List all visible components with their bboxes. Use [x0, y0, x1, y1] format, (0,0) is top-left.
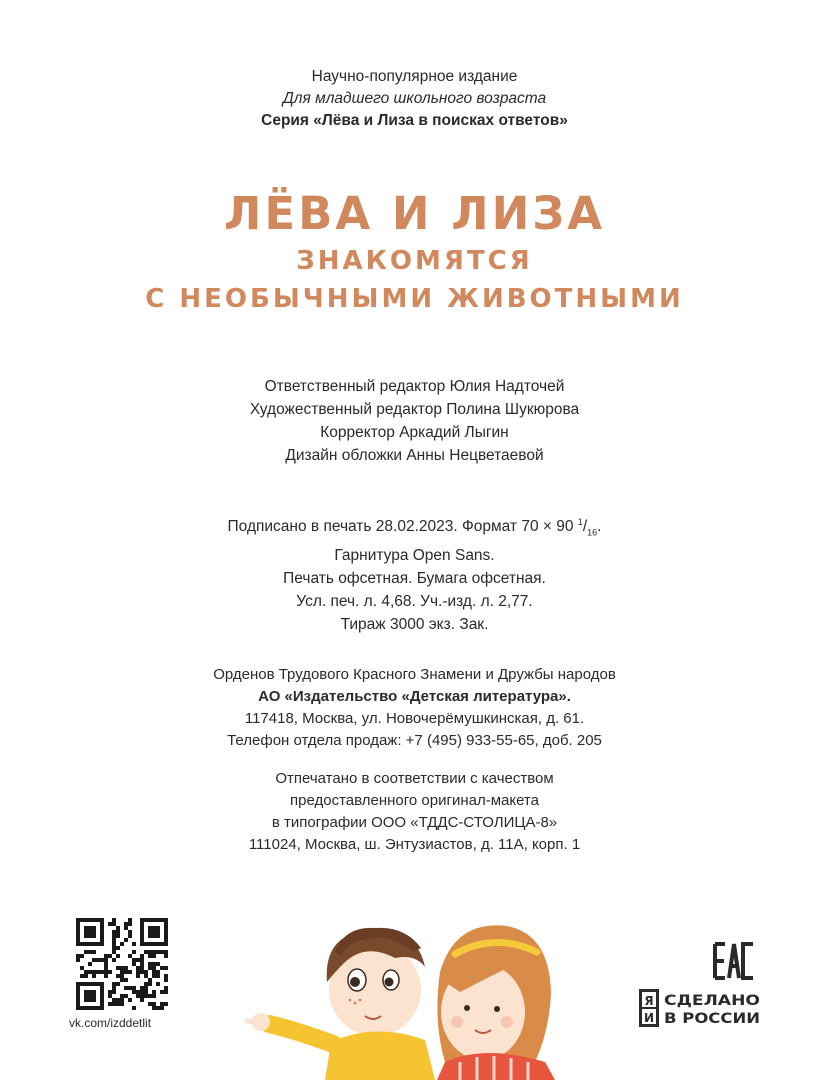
print-format-text: Подписано в печать 28.02.2023. Формат 70 × 90 — [227, 518, 578, 536]
publisher-address: 117418, Москва, ул. Новочерёмушкинская, д. 61. — [244, 710, 585, 727]
made-in-russia-icon — [638, 988, 764, 1028]
publisher-info — [0, 664, 829, 752]
print-info — [0, 511, 829, 636]
credit-line: Художественный редактор Полина Шукюрова — [249, 401, 580, 418]
title-main: ЛЁВА И ЛИЗА — [223, 187, 606, 240]
series-name: Серия «Лёва и Лиза в поисках ответов» — [261, 112, 568, 129]
qr-code-icon[interactable] — [76, 918, 168, 1010]
title-sub-1: ЗНАКОМЯТСЯ — [296, 246, 533, 276]
printer-address: 111024, Москва, ш. Энтузиастов, д. 11А, корп. 1 — [248, 836, 581, 853]
printer-info — [0, 768, 829, 856]
kids-illustration — [245, 912, 605, 1080]
age-group: Для младшего школьного возраста — [282, 90, 547, 107]
paper-line: Печать офсетная. Бумага офсетная. — [283, 570, 546, 588]
sheets-line: Усл. печ. л. 4,68. Уч.-изд. л. 2,77. — [296, 593, 533, 611]
made-in-line2: В РОССИИ — [664, 1011, 760, 1027]
format-denominator: 16 — [587, 527, 598, 538]
series-block — [0, 66, 829, 132]
print-format-line — [0, 511, 829, 544]
credit-line: Ответственный редактор Юлия Надточей — [264, 378, 565, 395]
eac-mark-icon — [713, 942, 755, 980]
format-period: . — [597, 518, 602, 536]
girl-illustration — [437, 925, 555, 1080]
credits — [0, 375, 829, 467]
publisher-orders: Орденов Трудового Красного Знамени и Дружбы народов — [213, 666, 616, 683]
credit-line: Корректор Аркадий Лыгин — [320, 424, 509, 441]
printer-line: в типографии ООО «ТДДС-СТОЛИЦА-8» — [271, 814, 558, 831]
circulation-line: Тираж 3000 экз. Зак. — [340, 616, 489, 634]
publisher-phone: Телефон отдела продаж: +7 (495) 933-55-65, доб. 205 — [227, 732, 602, 749]
book-title — [0, 186, 829, 318]
printer-line: Отпечатано в соответствии с качеством — [275, 770, 554, 787]
credit-line: Дизайн обложки Анны Нецветаевой — [285, 447, 544, 464]
made-in-line1: СДЕЛАНО — [664, 993, 761, 1009]
badge-letter-top: Я — [644, 994, 654, 1008]
vk-link[interactable]: vk.com/izddetlit — [69, 1016, 152, 1030]
printer-line: предоставленного оригинал-макета — [290, 792, 539, 809]
badge-letter-bottom: И — [643, 1011, 655, 1025]
title-sub-2: С НЕОБЫЧНЫМИ ЖИВОТНЫМИ — [145, 284, 684, 314]
boy-illustration — [245, 928, 435, 1080]
typeface-line: Гарнитура Open Sans. — [334, 547, 495, 565]
publisher-name: АО «Издательство «Детская литература». — [258, 688, 571, 705]
format-slash: / — [582, 518, 588, 536]
edition-type: Научно-популярное издание — [311, 68, 518, 85]
format-numerator: 1 — [577, 517, 583, 527]
